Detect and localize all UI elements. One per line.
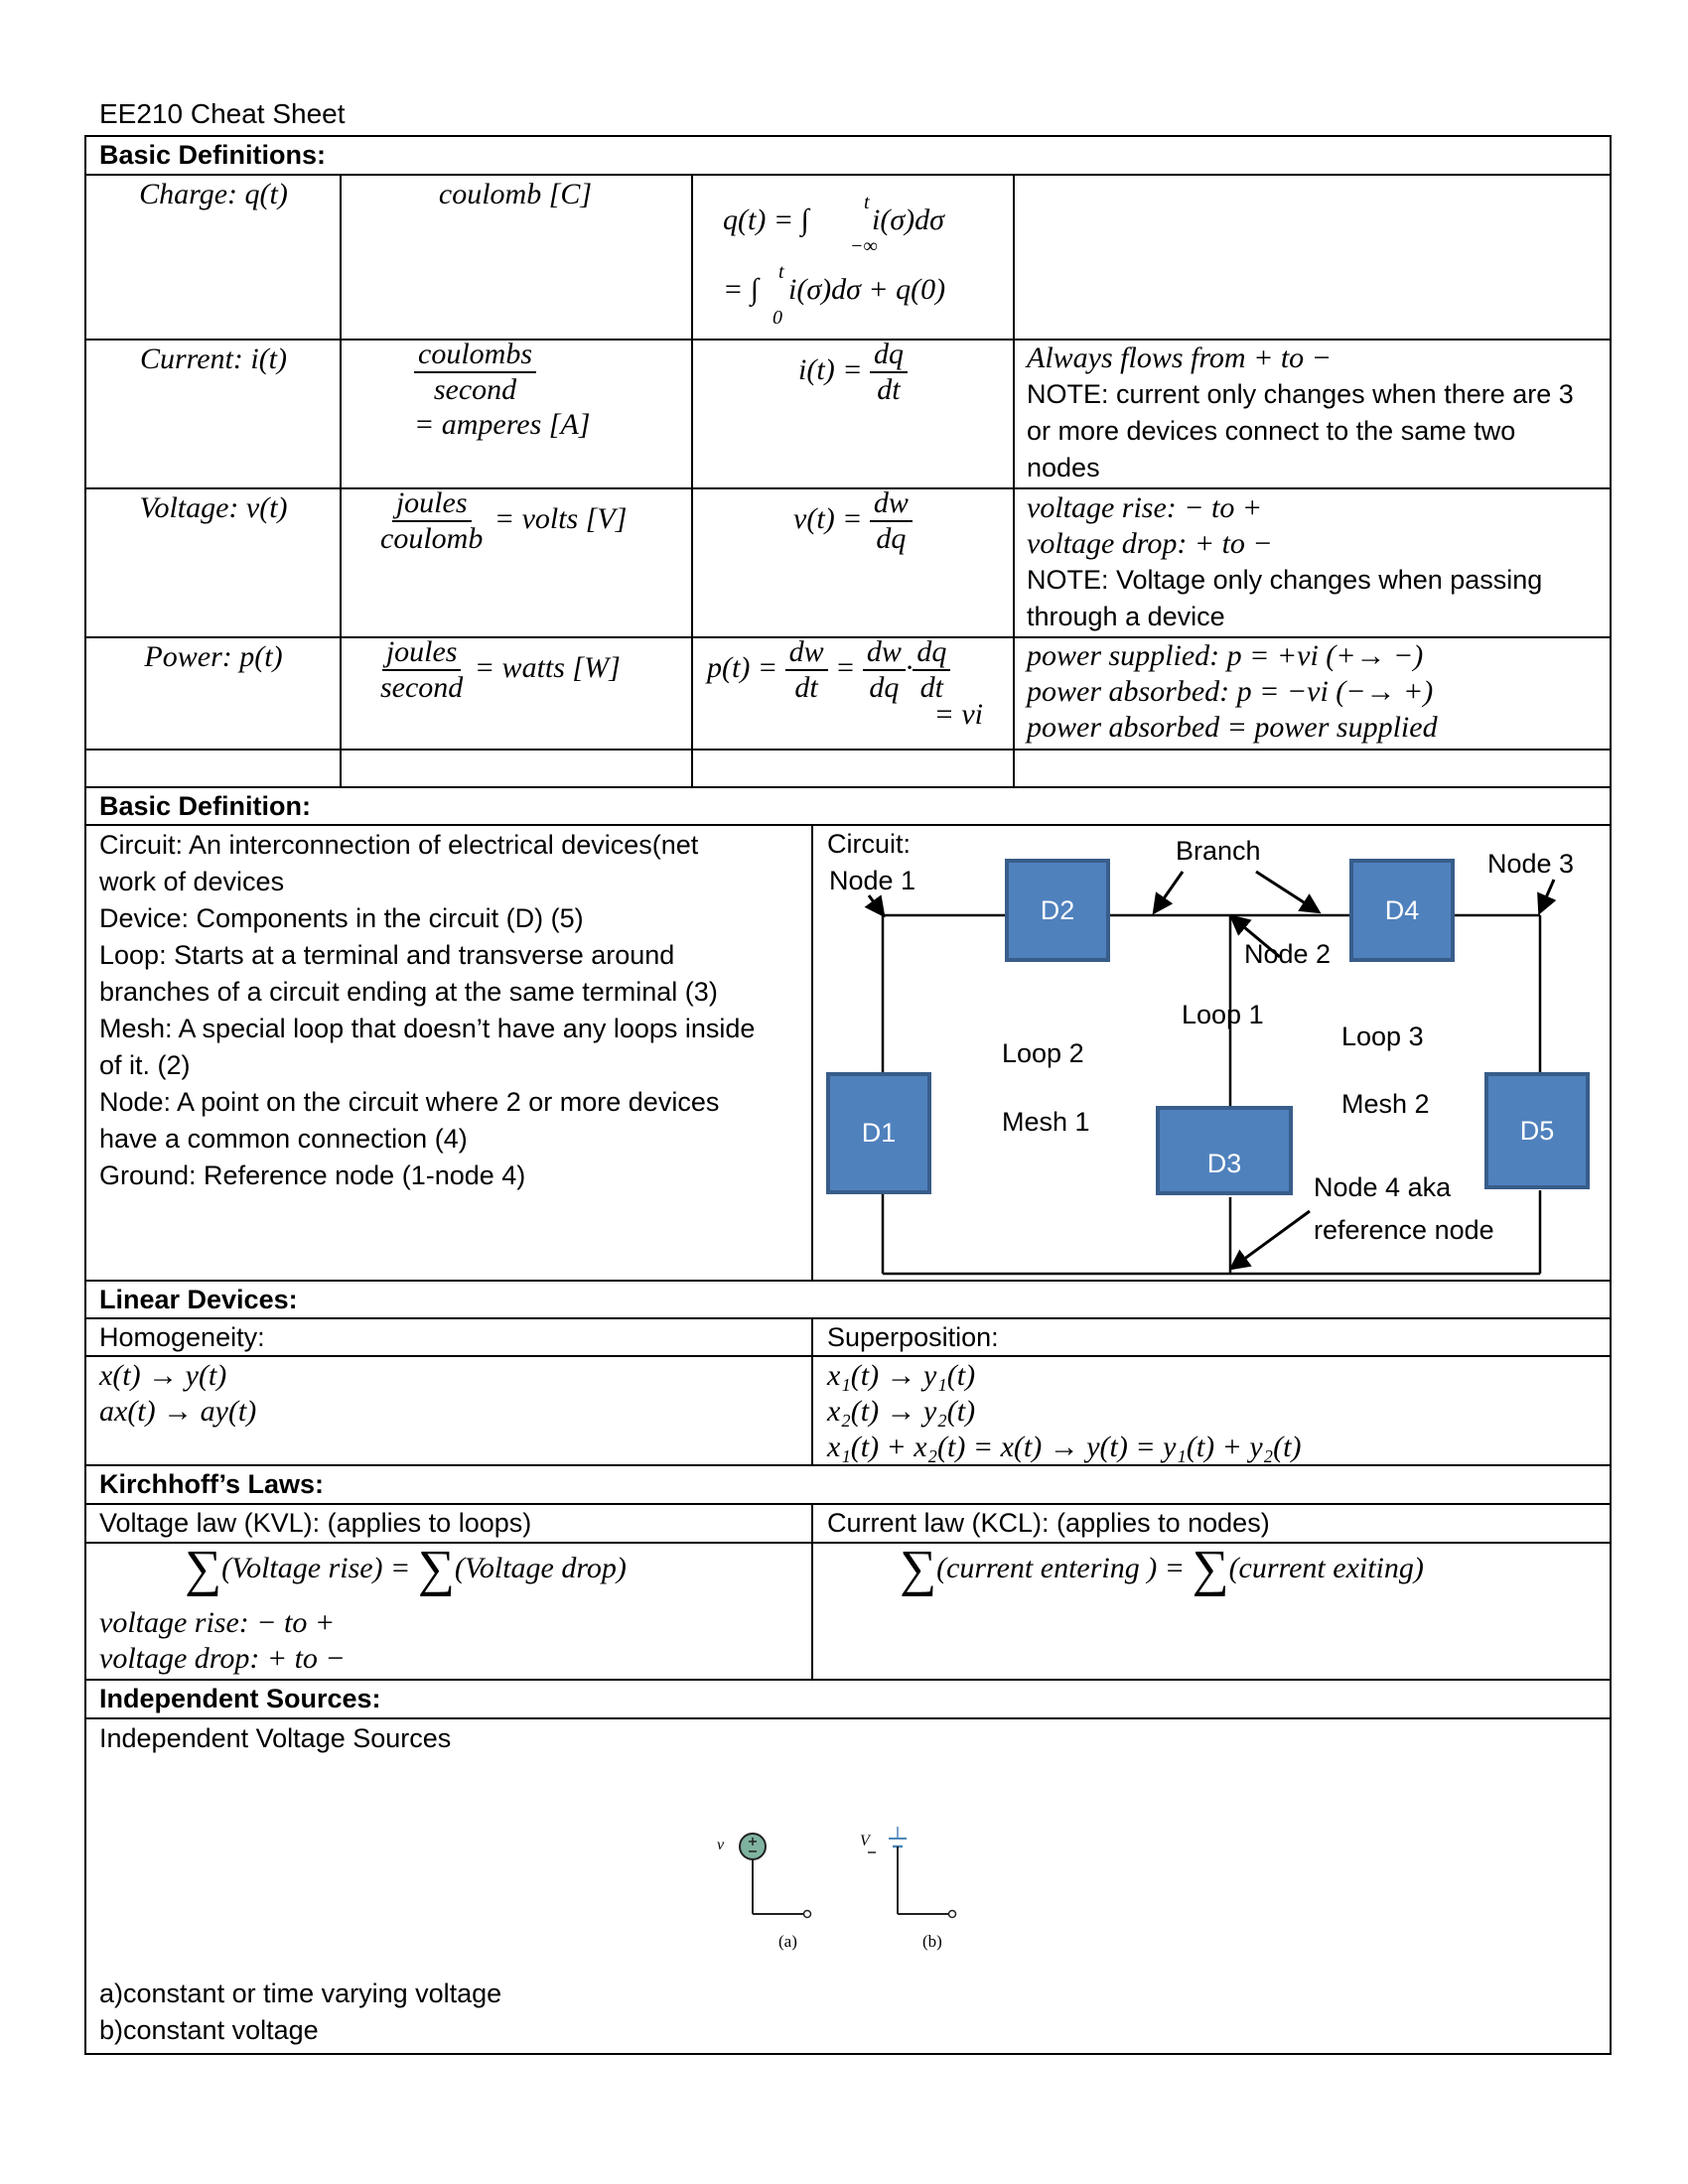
column-divider [811,1503,813,1679]
sigma-icon: ∑ [900,1541,937,1597]
source-b-label: V [860,1833,870,1849]
formula-charge: q(t) = ∫ t −∞ i(σ)dσ = ∫ t 0 i(σ)dσ + q(0) [723,192,946,329]
divider [84,786,1612,788]
label-mesh-2: Mesh 2 [1341,1089,1430,1119]
sigma-icon: ∑ [417,1541,455,1597]
superposition-title: Superposition: [827,1322,999,1352]
label-node-4: Node 4 aka [1314,1172,1452,1202]
section-header-kirchhoff: Kirchhoff’s Laws: [99,1469,325,1499]
column-divider [1013,174,1015,786]
sigma-icon: ∑ [1192,1541,1229,1597]
source-a-label: v [717,1837,725,1853]
notes-power: power supplied: p = +vi (+→ −) power absorbed: p = −vi (−→ +) power absorbed = power supplied [1027,639,1438,744]
page-title: EE210 Cheat Sheet [99,98,346,129]
formula-current: i(t) = $\frac{dq}{dt}$ [695,338,1011,407]
section-header-linear-devices: Linear Devices: [99,1285,298,1314]
definitions-list: Circuit: An interconnection of electrical devices(net work of devices Device: Components in the circuit (D) (5) Loop: Starts at a terminal and transverse around branches of a circuit ending at the same terminal (3) Mesh: A special loop that doesn’t have any loops inside of it. (2) Node: A point on the circuit where 2 or more devices have a common connection (4) Ground: Reference node (1-node 4) [99,830,756,1190]
circuit-diagram [813,826,1610,1279]
figure-a-caption: (a) [778,1932,797,1951]
section-header-basic-definitions: Basic Definitions: [99,140,327,170]
superposition-equations: x₁(t) → y₁(t) x₂(t) → y₂(t) x₁(t) + x₂(t) = x(t) → y(t) = y₁(t) + y₂(t) [827,1359,1302,1463]
quantity-power: Power: p(t) [144,640,283,673]
unit-voltage: $\frac{\text{joules}}{\text{coulomb}}$ = volts [V] [380,486,628,555]
column-divider [340,174,342,786]
kcl-title: Current law (KCL): (applies to nodes) [827,1508,1270,1538]
label-node-1: Node 1 [829,866,916,895]
notes-current: Always flows from + to − NOTE: current only changes when there are 3 or more devices connect to the same two nodes [1027,341,1574,482]
device-d2: D2 [1005,859,1110,962]
label-loop-3: Loop 3 [1341,1022,1424,1051]
unit-charge: coulomb [C] [438,178,593,210]
label-mesh-1: Mesh 1 [1002,1107,1090,1137]
kvl-title: Voltage law (KVL): (applies to loops) [99,1508,532,1538]
quantity-current: Current: i(t) [139,342,288,375]
independent-voltage-sources-title: Independent Voltage Sources [99,1723,452,1753]
divider [84,1717,1612,1719]
quantity-voltage: Voltage: v(t) [139,491,288,524]
label-loop-2: Loop 2 [1002,1038,1084,1068]
device-d1: D1 [826,1072,931,1194]
sigma-icon: ∑ [185,1541,222,1597]
section-header-basic-definition: Basic Definition: [99,791,312,821]
figure-b-caption: (b) [922,1932,942,1951]
label-branch: Branch [1176,836,1261,866]
unit-current: $\frac{\text{coulombs}}{\text{second}}$ = amperes [A] [414,338,591,441]
formula-power: p(t) = $\frac{dw}{dt}$ = $\frac{dw}{dq}$ · $\frac{dq}{dt}$ = vi [707,635,983,731]
notes-voltage: voltage rise: − to + voltage drop: + to − NOTE: Voltage only changes when passing through a device [1027,491,1543,631]
circuit-caption: Circuit: [827,829,912,859]
column-divider [811,1317,813,1464]
quantity-charge: Charge: q(t) [139,178,288,210]
kvl-equation: ∑(Voltage rise) = ∑(Voltage drop) [185,1541,627,1597]
label-node-2: Node 2 [1244,939,1332,969]
formula-voltage: v(t) = $\frac{dw}{dq}$ [695,486,1011,556]
column-divider [691,174,693,786]
label-reference-node: reference node [1314,1215,1494,1245]
kcl-equation: ∑(current entering ) = ∑(current exiting) [900,1541,1424,1597]
divider [84,174,1612,176]
divider [84,1280,1612,1282]
divider [84,1542,1612,1544]
section-header-independent-sources: Independent Sources: [99,1684,381,1713]
label-node-3: Node 3 [1487,849,1575,879]
device-d5: D5 [1484,1072,1590,1189]
source-notes: a)constant or time varying voltage b)constant voltage [99,1979,502,2045]
label-loop-1: Loop 1 [1182,1000,1264,1029]
homogeneity-equations: x(t) → y(t) ax(t) → ay(t) [99,1359,257,1428]
voltage-source-b-icon [856,1827,965,1926]
kvl-notes: voltage rise: − to + voltage drop: + to − [99,1606,346,1675]
voltage-source-a-icon [713,1827,822,1926]
device-d3: D3 [1156,1106,1293,1195]
divider [84,749,1612,751]
homogeneity-title: Homogeneity: [99,1322,265,1352]
device-d4: D4 [1349,859,1455,962]
unit-power: $\frac{\text{joules}}{\text{second}}$ = watts [W] [380,635,621,704]
